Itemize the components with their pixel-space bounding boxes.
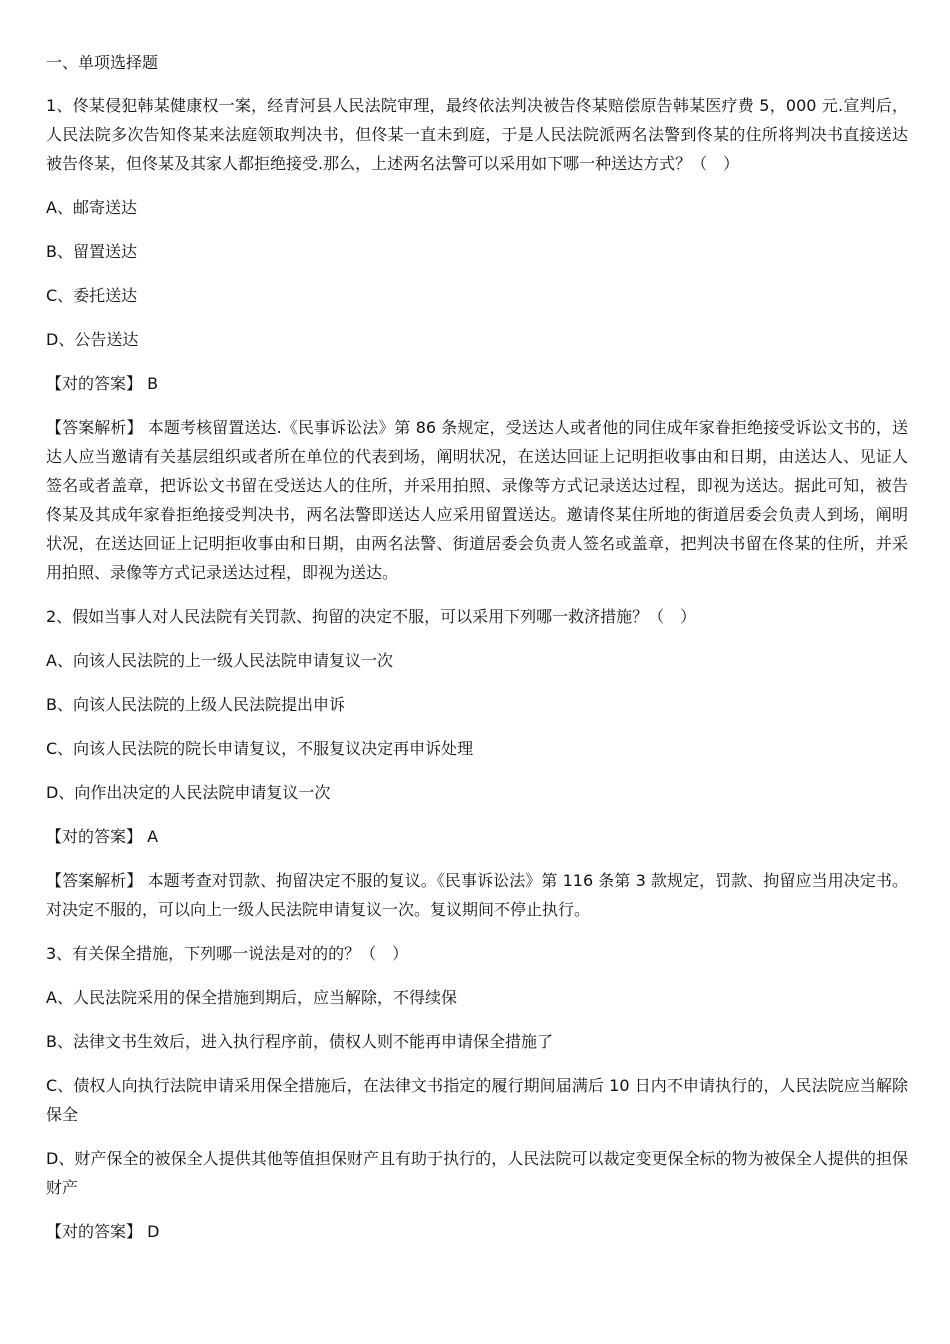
question-1-option-c: C、委托送达 — [46, 286, 138, 305]
question-2-answer: 【对的答案】 A — [46, 827, 159, 846]
question-1-option-a: A、邮寄送达 — [46, 198, 137, 217]
question-2-analysis: 【答案解析】 本题考查对罚款、拘留决定不服的复议。《民事诉讼法》第 116 条第 3 款规定，罚款、拘留应当用决定书。对决定不服的，可以向上一级人民法院申请复议一次。复议期间不停止执行。 — [46, 871, 908, 919]
question-1-stem: 1、佟某侵犯韩某健康权一案，经青河县人民法院审理，最终依法判决被告佟某赔偿原告韩某医疗费 5，000 元.宣判后，人民法院多次告知佟某来法庭领取判决书，但佟某一直未到庭，于是人民法院派两名法警到佟某的住所将判决书直接送达被告佟某，但佟某及其家人都拒绝接受.那么，上述两名法警可以采用如下哪一种送达方式？（ ） — [46, 96, 908, 173]
question-1-option-b: B、留置送达 — [46, 242, 137, 261]
question-1-answer: 【对的答案】 B — [46, 374, 159, 393]
question-3-answer: 【对的答案】 D — [46, 1222, 160, 1241]
question-3-stem: 3、有关保全措施，下列哪一说法是对的的？（ ） — [46, 944, 409, 963]
question-3-option-a: A、人民法院采用的保全措施到期后，应当解除，不得续保 — [46, 988, 457, 1007]
question-1-analysis: 【答案解析】 本题考核留置送达.《民事诉讼法》第 86 条规定，受送达人或者他的同住成年家眷拒绝接受诉讼文书的，送达人应当邀请有关基层组织或者所在单位的代表到场，阐明状况，在送达回证上记明拒收事由和日期，由送达人、见证人签名或者盖章，把诉讼文书留在受送达人的住所，并采用拍照、录像等方式记录送达过程，即视为送达。据此可知，被告佟某及其成年家眷拒绝接受判决书，两名法警即送达人应采用留置送达。邀请佟某住所地的街道居委会负责人到场，阐明状况，在送达回证上记明拒收事由和日期，由两名法警、街道居委会负责人签名或盖章，把判决书留在佟某的住所，并采用拍照、录像等方式记录送达过程，即视为送达。 — [46, 418, 908, 582]
question-2-option-a: A、向该人民法院的上一级人民法院申请复议一次 — [46, 651, 393, 670]
question-2-option-d: D、向作出决定的人民法院申请复议一次 — [46, 783, 331, 802]
question-3-option-d: D、财产保全的被保全人提供其他等值担保财产且有助于执行的，人民法院可以裁定变更保全标的物为被保全人提供的担保财产 — [46, 1149, 908, 1197]
question-2-stem: 2、假如当事人对人民法院有关罚款、拘留的决定不服，可以采用下列哪一救济措施？（ ） — [46, 607, 697, 626]
document-page — [46, 48, 908, 1246]
section-title: 一、单项选择题 — [46, 53, 159, 72]
question-3-option-c: C、债权人向执行法院申请采用保全措施后，在法律文书指定的履行期间届满后 10 日内不申请执行的，人民法院应当解除保全 — [46, 1076, 908, 1124]
question-2-option-b: B、向该人民法院的上级人民法院提出申诉 — [46, 695, 345, 714]
question-3-option-b: B、法律文书生效后，进入执行程序前，债权人则不能再申请保全措施了 — [46, 1032, 553, 1051]
question-1-option-d: D、公告送达 — [46, 330, 139, 349]
question-2-option-c: C、向该人民法院的院长申请复议，不服复议决定再申诉处理 — [46, 739, 474, 758]
